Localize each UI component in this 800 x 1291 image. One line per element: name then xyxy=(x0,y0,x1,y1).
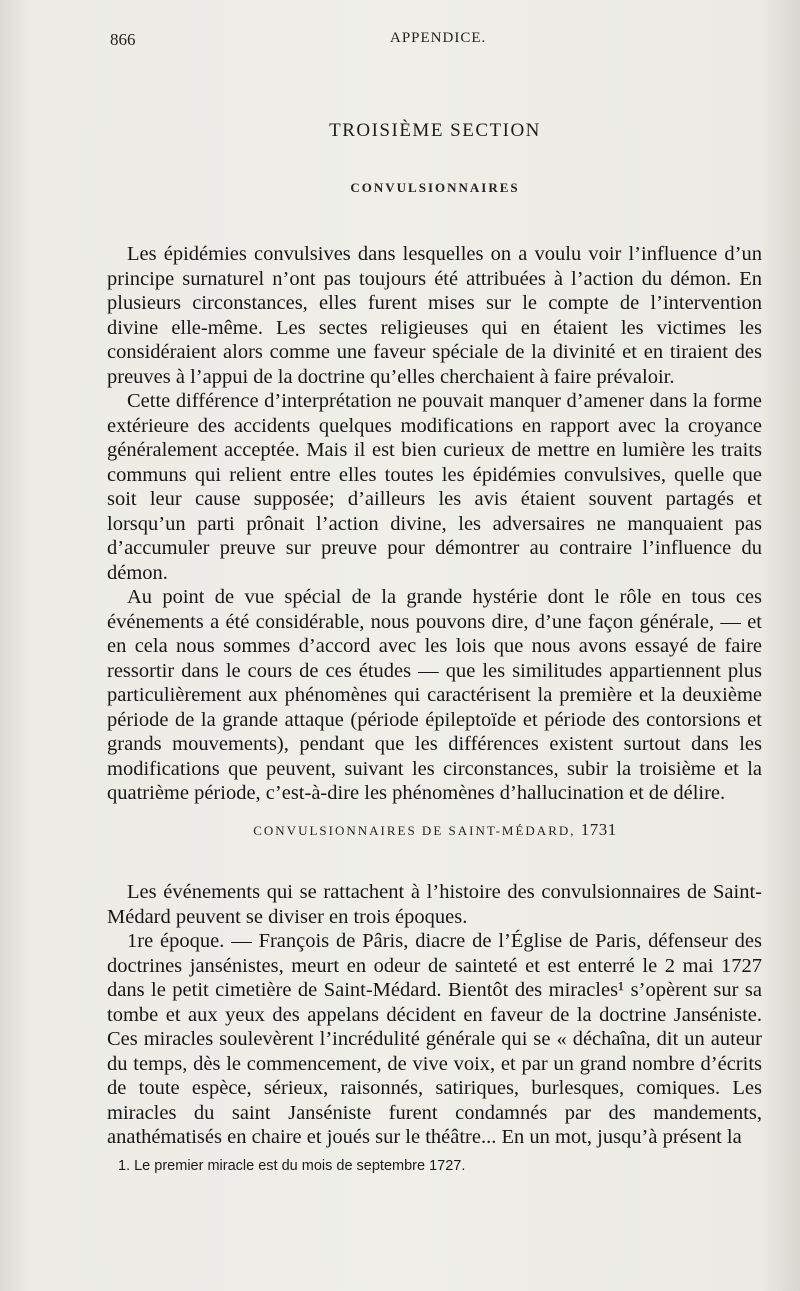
paragraph: 1re époque. — François de Pâris, diacre de l’Église de Paris, défenseur des doctrines jansénistes, meurt en odeur de sainteté et est enterré le 2 mai 1727 dans le petit cimetière de Saint-Médard. Bientôt des miracles¹ s’opèrent sur sa tombe et aux yeux des appelans décident en faveur de la doctrine Janséniste. Ces miracles soulevèrent l’incrédulité générale qui se « déchaîna, dit un auteur du temps, dès le commencement, de vive voix, et par un grand nombre d’écrits de toute espèce, sérieux, raisonnés, satiriques, burlesques, comiques. Les miracles du saint Janséniste furent condamnés par des mandements, anathématisés en chaire et joués sur le théâtre... En un mot, jusqu’à présent la xyxy=(107,930,762,1148)
subsection-heading xyxy=(110,820,760,840)
footnote: 1. Le premier miracle est du mois de septembre 1727. xyxy=(118,1158,466,1174)
subsection-heading-text: CONVULSIONNAIRES DE SAINT-MÉDARD, xyxy=(253,823,576,838)
page-number: 866 xyxy=(110,30,136,49)
paragraph: Les épidémies convulsives dans lesquelles on a voulu voir l’influence d’un principe surnaturel n’ont pas toujours été attribuées à l’action du démon. En plusieurs circonstances, elles furent mises sur le compte de l’intervention divine elle-même. Les sectes religieuses qui en étaient les victimes les considéraient alors comme une faveur spéciale de la divinité et en tiraient des preuves à l’appui de la doctrine qu’elles cherchaient à faire prévaloir. xyxy=(107,243,762,388)
paragraph: Cette différence d’interprétation ne pouvait manquer d’amener dans la forme extérieure des accidents quelques modifications en rapport avec la croyance généralement acceptée. Mais il est bien curieux de mettre en lumière les traits communs qui relient entre elles toutes les épidémies convulsives, quelle que soit leur cause supposée; d’ailleurs les avis étaient souvent partagés et lorsqu’un parti prônait l’action divine, les adversaires ne manquaient pas d’accumuler preuve sur preuve pour démontrer au contraire l’influence du démon. xyxy=(107,390,762,584)
subsection-heading-year: 1731 xyxy=(580,820,617,839)
body-text-2 xyxy=(107,880,762,1150)
section-title: TROISIÈME SECTION xyxy=(329,120,541,141)
body-text-1 xyxy=(107,242,762,806)
paragraph: Au point de vue spécial de la grande hystérie dont le rôle en tous ces événements a été considérable, nous pouvons dire, d’une façon générale, — et en cela nous sommes d’accord avec les lois que nous avons essayé de faire ressortir dans le cours de ces études — que les similitudes appartiennent plus particulièrement aux phénomènes qui caractérisent la première et la deuxième période de la grande attaque (période épileptoïde et période des contorsions et grands mouvements), pendant que les différences existent surtout dans les modifications que peuvent, suivant les circonstances, subir la troisième et la quatrième période, c’est-à-dire les phénomènes d’hallucination et de délire. xyxy=(107,586,762,804)
page-header xyxy=(110,30,760,54)
section-subtitle: CONVULSIONNAIRES xyxy=(350,180,520,195)
paragraph: Les événements qui se rattachent à l’histoire des convulsionnaires de Saint-Médard peuvent se diviser en trois époques. xyxy=(107,881,762,928)
running-head: APPENDICE. xyxy=(390,30,487,46)
